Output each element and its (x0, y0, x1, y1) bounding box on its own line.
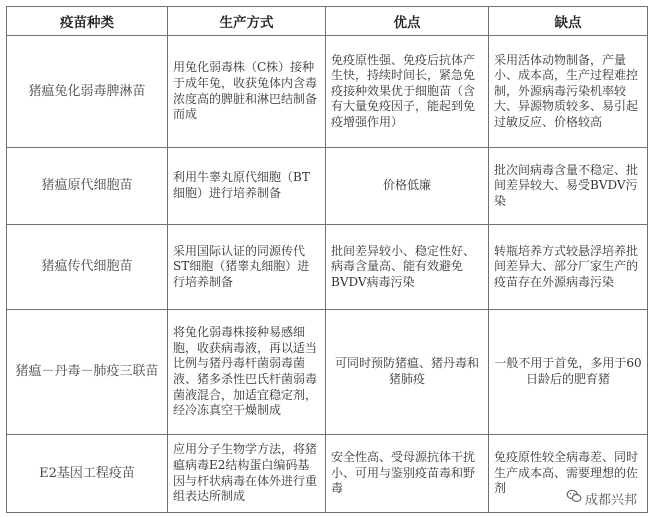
advantages-cell: 批间差异较小、稳定性好、病毒含量高、能有效避免BVDV病毒污染 (326, 225, 489, 310)
disadvantages-cell: 采用活体动物制备，产量小、成本高，生产过程难控制，外源病毒污染机率较大、异源物质较多、易引起过敏反应、价格较高 (489, 36, 648, 148)
advantages-cell: 免疫原性强、免疫后抗体产生快，持续时间长，紧急免疫接种效果优于细胞苗（含有大量免疫因子，能起到免疫增强作用） (326, 36, 489, 148)
vaccine-type-cell: 猪瘟原代细胞苗 (7, 148, 168, 225)
header-disadvantages: 缺点 (489, 7, 648, 36)
disadvantages-cell: 转瓶培养方式较悬浮培养批间差异大、部分厂家生产的疫苗存在外源病毒污染 (489, 225, 648, 310)
wechat-icon (566, 488, 582, 508)
vaccine-type-cell: 猪瘟传代细胞苗 (7, 225, 168, 310)
watermark-text: 成都兴邦 (584, 492, 637, 508)
table-row (7, 225, 648, 310)
table-row (7, 435, 648, 513)
production-method-cell: 利用牛睾丸原代细胞（BT细胞）进行培养制备 (168, 148, 326, 225)
production-method-cell: 应用分子生物学方法，将猪瘟病毒E2结构蛋白编码基因与杆状病毒在体外进行重组表达所制成 (168, 435, 326, 513)
vaccine-type-cell: E2基因工程疫苗 (7, 435, 168, 513)
advantages-cell: 价格低廉 (326, 148, 489, 225)
production-method-cell: 用兔化弱毒株（C株）接种于成年兔，收获兔体内含毒浓度高的脾脏和淋巴结制备而成 (168, 36, 326, 148)
production-method-cell: 采用国际认证的同源传代ST细胞（猪睾丸细胞）进行培养制备 (168, 225, 326, 310)
disadvantages-cell: 一般不用于首免，多用于60日龄后的肥育猪 (489, 310, 648, 435)
advantages-cell: 安全性高、受母源抗体干扰小、可用与鉴别疫苗毒和野毒 (326, 435, 489, 513)
header-production-method: 生产方式 (168, 7, 326, 36)
disadvantages-cell: 批次间病毒含量不稳定、批间差异较大、易受BVDV污染 (489, 148, 648, 225)
vaccine-type-cell: 猪瘟－丹毒－肺疫三联苗 (7, 310, 168, 435)
production-method-cell: 将兔化弱毒株接种易感细胞，收获病毒液，再以适当比例与猪丹毒杆菌弱毒菌液、猪多杀性巴氏杆菌弱毒菌液混合，加适宜稳定剂，经冷冻真空干燥制成 (168, 310, 326, 435)
advantages-cell: 可同时预防猪瘟、猪丹毒和猪肺疫 (326, 310, 489, 435)
vaccine-type-cell: 猪瘟兔化弱毒脾淋苗 (7, 36, 168, 148)
disadvantages-cell: 免疫原性较全病毒差、同时生产成本高、需要理想的佐剂 (489, 435, 648, 513)
table-header-row (7, 7, 648, 36)
watermark (564, 487, 639, 509)
header-advantages: 优点 (326, 7, 489, 36)
header-vaccine-type: 疫苗种类 (7, 7, 168, 36)
vaccine-comparison-table (6, 6, 648, 513)
table-row (7, 148, 648, 225)
table-row (7, 310, 648, 435)
table-row (7, 36, 648, 148)
